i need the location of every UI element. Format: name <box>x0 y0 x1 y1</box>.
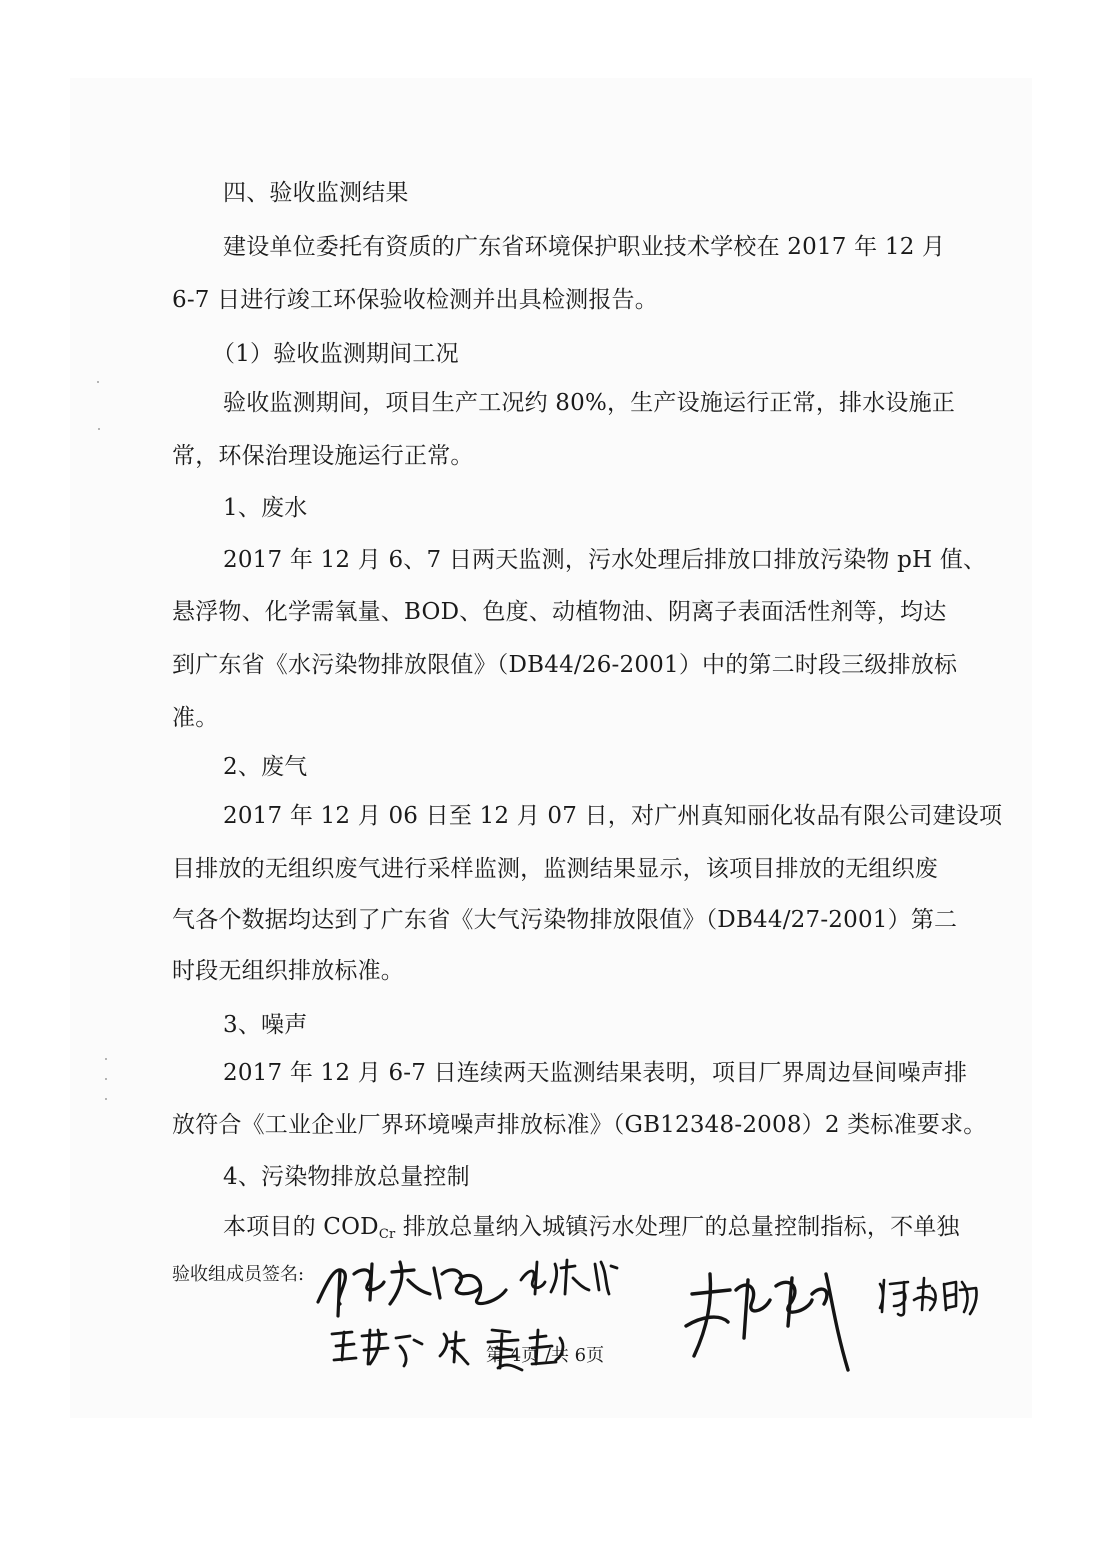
wastewater-line-3: 到广东省《水污染物排放限值》（DB44/26-2001）中的第二时段三级排放标 <box>172 652 958 678</box>
intro-line-1: 建设单位委托有资质的广东省环境保护职业技术学校在 2017 年 12 月 <box>223 234 946 260</box>
exhaust-line-2: 目排放的无组织废气进行采样监测，监测结果显示，该项目排放的无组织废 <box>172 856 938 882</box>
handwritten-signature-1 <box>310 1250 520 1320</box>
conditions-line-1: 验收监测期间，项目生产工况约 80%，生产设施运行正常，排水设施正 <box>223 390 956 416</box>
signature-label: 验收组成员签名: <box>172 1264 305 1285</box>
handwritten-signature-4 <box>672 1260 872 1390</box>
exhaust-line-3: 气各个数据均达到了广东省《大气污染物排放限值》（DB44/27-2001）第二 <box>172 907 958 933</box>
wastewater-line-2: 悬浮物、化学需氧量、BOD、色度、动植物油、阴离子表面活性剂等，均达 <box>172 599 947 625</box>
intro-line-2: 6-7 日进行竣工环保验收检测并出具检测报告。 <box>172 287 658 313</box>
noise-line-1: 2017 年 12 月 6-7 日连续两天监测结果表明，项目厂界周边昼间噪声排 <box>223 1060 968 1086</box>
total-control-text-a: 本项目的 COD <box>223 1214 379 1240</box>
exhaust-line-4: 时段无组织排放标准。 <box>172 958 404 984</box>
handwritten-signature-5 <box>874 1270 984 1320</box>
section-title: 四、验收监测结果 <box>223 180 409 206</box>
scan-speck <box>98 428 100 430</box>
cod-subscript: Cr <box>378 1227 396 1242</box>
total-control-line-1 <box>223 1212 960 1250</box>
scan-speck <box>105 1098 107 1100</box>
exhaust-line-1: 2017 年 12 月 06 日至 12 月 07 日，对广州真知丽化妆品有限公司建设项 <box>223 803 1003 829</box>
conditions-line-2: 常，环保治理设施运行正常。 <box>172 443 474 469</box>
total-control-heading: 4、污染物排放总量控制 <box>223 1164 470 1190</box>
wastewater-line-4: 准。 <box>172 705 219 731</box>
scan-speck <box>105 1058 107 1060</box>
handwritten-signature-2 <box>515 1250 625 1300</box>
noise-heading: 3、噪声 <box>223 1012 308 1038</box>
conditions-heading: （1）验收监测期间工况 <box>212 341 459 367</box>
noise-line-2: 放符合《工业企业厂界环境噪声排放标准》（GB12348-2008）2 类标准要求。 <box>172 1112 987 1138</box>
wastewater-heading: 1、废水 <box>223 495 308 521</box>
exhaust-heading: 2、废气 <box>223 754 308 780</box>
page-number: 第 4页 /共 6页 <box>486 1345 605 1366</box>
scan-speck <box>97 381 99 383</box>
scan-speck <box>105 1078 107 1080</box>
total-control-text-b: 排放总量纳入城镇污水处理厂的总量控制指标，不单独 <box>395 1214 960 1240</box>
wastewater-line-1: 2017 年 12 月 6、7 日两天监测，污水处理后排放口排放污染物 pH 值、 <box>223 547 987 573</box>
